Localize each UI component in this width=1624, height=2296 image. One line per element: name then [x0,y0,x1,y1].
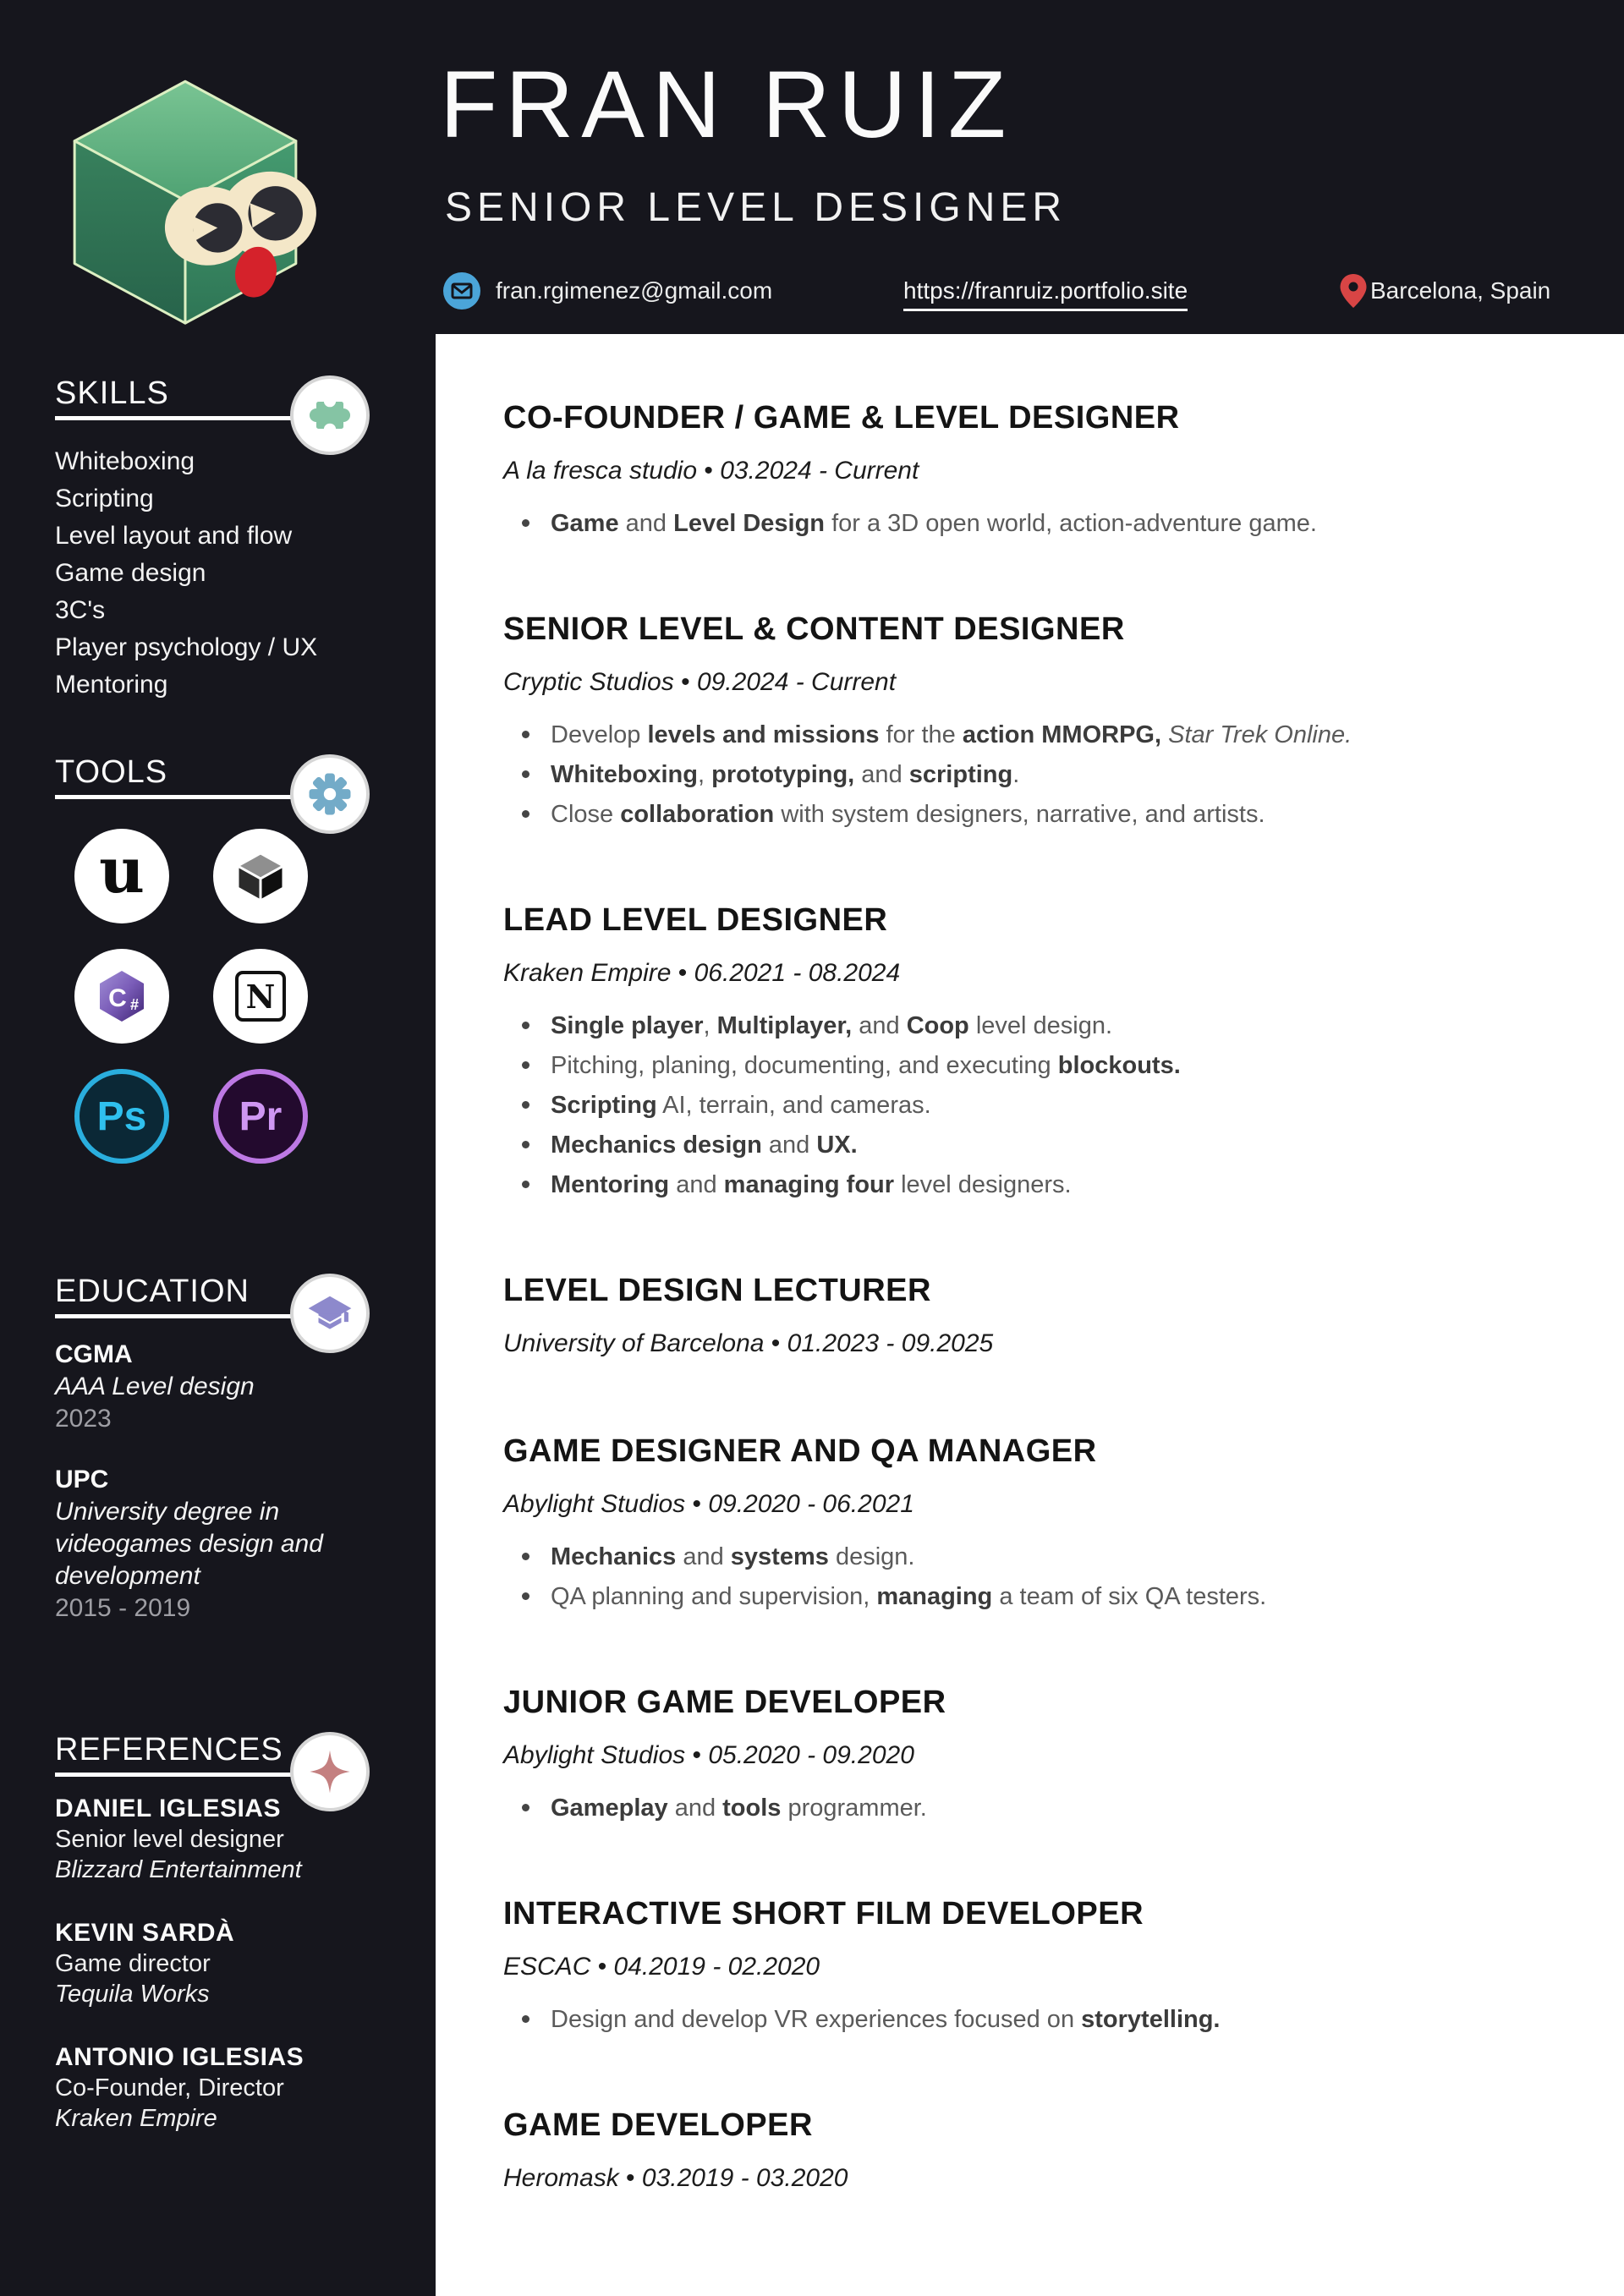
skill-item: Scripting [55,485,154,512]
svg-text:C: C [108,984,127,1012]
job-company-dates [503,1328,1577,1360]
job-title: INTERACTIVE SHORT FILM DEVELOPER [503,1896,1144,1932]
job-title: GAME DESIGNER AND QA MANAGER [503,1433,1097,1469]
svg-text:#: # [129,996,140,1013]
education-years: 2015 - 2019 [55,1594,191,1622]
company-name: Abylight Studios [503,1490,686,1518]
sidebar [0,0,436,2296]
section-rule [55,1773,304,1777]
job-bullets [503,1543,1577,1611]
section-rule [55,1314,304,1318]
company-name: Abylight Studios [503,1741,686,1769]
skill-item: Player psychology / UX [55,633,318,661]
job-bullet: Pitching, planing, documenting, and executing blockouts. [551,1051,1577,1080]
job-dates: 03.2019 - 03.2020 [641,2164,848,2192]
skill-item: Game design [55,559,206,587]
skill-item: Whiteboxing [55,447,195,475]
email-text: fran.rgimenez@gmail.com [496,277,773,304]
experience-entry [503,609,1577,829]
reference-name: DANIEL IGLESIAS [55,1795,281,1822]
job-dates: 05.2020 - 09.2020 [708,1741,914,1769]
reference-role: Co-Founder, Director [55,2074,284,2101]
photoshop-glyph: Ps [96,1093,147,1139]
email-icon [443,272,480,310]
section-rule [55,795,304,799]
tools-grid [74,829,308,1164]
experience-column [436,334,1624,2296]
references-heading: REFERENCES [55,1732,283,1767]
job-title: LEVEL DESIGN LECTURER [503,1273,931,1308]
education-entries [55,1339,385,1625]
experience-entry [503,1431,1577,1611]
education-years: 2023 [55,1405,112,1433]
experience-entry [503,2105,1577,2195]
job-bullet: Gameplay and tools programmer. [551,1794,1577,1822]
separator-dot: • [685,1741,709,1769]
experience-entry [503,1682,1577,1822]
tool-icon-photoshop [74,1069,169,1164]
separator-dot: • [697,457,721,485]
reference-entry [55,1917,393,2009]
skill-item: Mentoring [55,671,168,699]
section-rule [55,416,304,420]
location-text: Barcelona, Spain [1370,277,1551,304]
website-link[interactable]: https://franruiz.portfolio.site [903,277,1188,311]
job-bullet: Mentoring and managing four level designers. [551,1170,1577,1199]
tools-section [55,753,376,792]
job-company-dates [503,666,1577,699]
tool-icon-premiere [213,1069,308,1164]
company-name: A la fresca studio [503,457,697,485]
references-section [55,1730,376,1769]
separator-dot: • [764,1329,787,1357]
education-degree: University degree in videogames design and development [55,1498,323,1590]
company-name: Heromask [503,2164,619,2192]
job-bullets [503,2005,1577,2034]
job-dates: 06.2021 - 08.2024 [694,959,901,987]
job-bullet: Mechanics design and UX. [551,1131,1577,1159]
job-title: CO-FOUNDER / GAME & LEVEL DESIGNER [503,400,1180,436]
job-bullets [503,509,1577,538]
job-title: GAME DEVELOPER [503,2107,813,2143]
job-title: JUNIOR GAME DEVELOPER [503,1685,946,1720]
job-bullet: Scripting AI, terrain, and cameras. [551,1091,1577,1120]
job-company-dates [503,1488,1577,1521]
company-name: Cryptic Studios [503,668,674,696]
separator-dot: • [618,2164,642,2192]
reference-role: Game director [55,1950,211,1977]
job-company-dates [503,455,1577,487]
job-title: SENIOR LEVEL & CONTENT DESIGNER [503,611,1125,647]
unreal-glyph: u [99,835,145,907]
company-name: ESCAC [503,1953,591,1981]
experience-entries [503,397,1577,2195]
tool-icon-notion [213,949,308,1044]
references-entries [55,1793,393,2166]
reference-role: Senior level designer [55,1826,284,1853]
unity-cube-glyph [233,849,288,903]
skill-item: Level layout and flow [55,522,293,550]
tool-icon-csharp [74,949,169,1044]
job-bullet: Close collaboration with system designers, narrative, and artists. [551,800,1577,829]
job-bullets [503,1011,1577,1199]
experience-entry [503,397,1577,538]
gear-icon [290,754,370,834]
job-bullet: Whiteboxing, prototyping, and scripting. [551,760,1577,789]
job-bullet: Design and develop VR experiences focused on storytelling. [551,2005,1577,2034]
skills-heading: SKILLS [55,375,169,411]
job-company-dates [503,1951,1577,1983]
notion-glyph: N [235,971,286,1022]
separator-dot: • [671,959,694,987]
education-school: CGMA [55,1340,133,1368]
reference-entry [55,1793,393,1885]
tool-icon-unity [213,829,308,923]
job-bullet: Game and Level Design for a 3D open world, action-adventure game. [551,509,1577,538]
job-dates: 09.2024 - Current [696,668,897,696]
job-bullets [503,721,1577,829]
education-school: UPC [55,1466,109,1493]
job-company-dates [503,2162,1577,2195]
person-job-title: SENIOR LEVEL DESIGNER [445,185,1067,230]
premiere-glyph: Pr [239,1093,283,1139]
job-dates: 03.2024 - Current [720,457,919,485]
location-pin-icon [1335,272,1372,310]
education-heading: EDUCATION [55,1274,250,1309]
skills-section [55,374,376,413]
education-entry [55,1339,385,1435]
job-bullet: QA planning and supervision, managing a team of six QA testers. [551,1582,1577,1611]
separator-dot: • [590,1953,614,1981]
experience-entry [503,1893,1577,2034]
tools-heading: TOOLS [55,754,168,790]
education-section [55,1272,376,1311]
job-bullet: Single player, Multiplayer, and Coop level design. [551,1011,1577,1040]
job-dates: 04.2019 - 02.2020 [613,1953,820,1981]
company-name: University of Barcelona [503,1329,765,1357]
reference-name: ANTONIO IGLESIAS [55,2043,304,2071]
job-bullets [503,1794,1577,1822]
experience-entry [503,1270,1577,1360]
reference-company: Tequila Works [55,1981,210,2008]
reference-name: KEVIN SARDÀ [55,1919,235,1947]
education-degree: AAA Level design [55,1373,255,1400]
job-dates: 01.2023 - 09.2025 [787,1329,994,1357]
job-bullet: Develop levels and missions for the action MMORPG, Star Trek Online. [551,721,1577,749]
skills-list [55,443,317,704]
reference-company: Kraken Empire [55,2105,217,2132]
job-bullet: Mechanics and systems design. [551,1543,1577,1571]
header [0,0,1624,334]
job-dates: 09.2020 - 06.2021 [708,1490,914,1518]
job-company-dates [503,957,1577,989]
education-entry [55,1464,385,1625]
skill-item: 3C's [55,596,106,624]
reference-entry [55,2041,393,2134]
csharp-hexagon-glyph [95,969,149,1023]
job-company-dates [503,1740,1577,1772]
tool-icon-unreal-engine [74,829,169,923]
reference-company: Blizzard Entertainment [55,1856,302,1883]
job-title: LEAD LEVEL DESIGNER [503,902,888,938]
contact-row [0,269,1624,313]
separator-dot: • [685,1490,709,1518]
experience-entry [503,900,1577,1199]
separator-dot: • [673,668,697,696]
person-name: FRAN RUIZ [440,52,1014,157]
company-name: Kraken Empire [503,959,672,987]
